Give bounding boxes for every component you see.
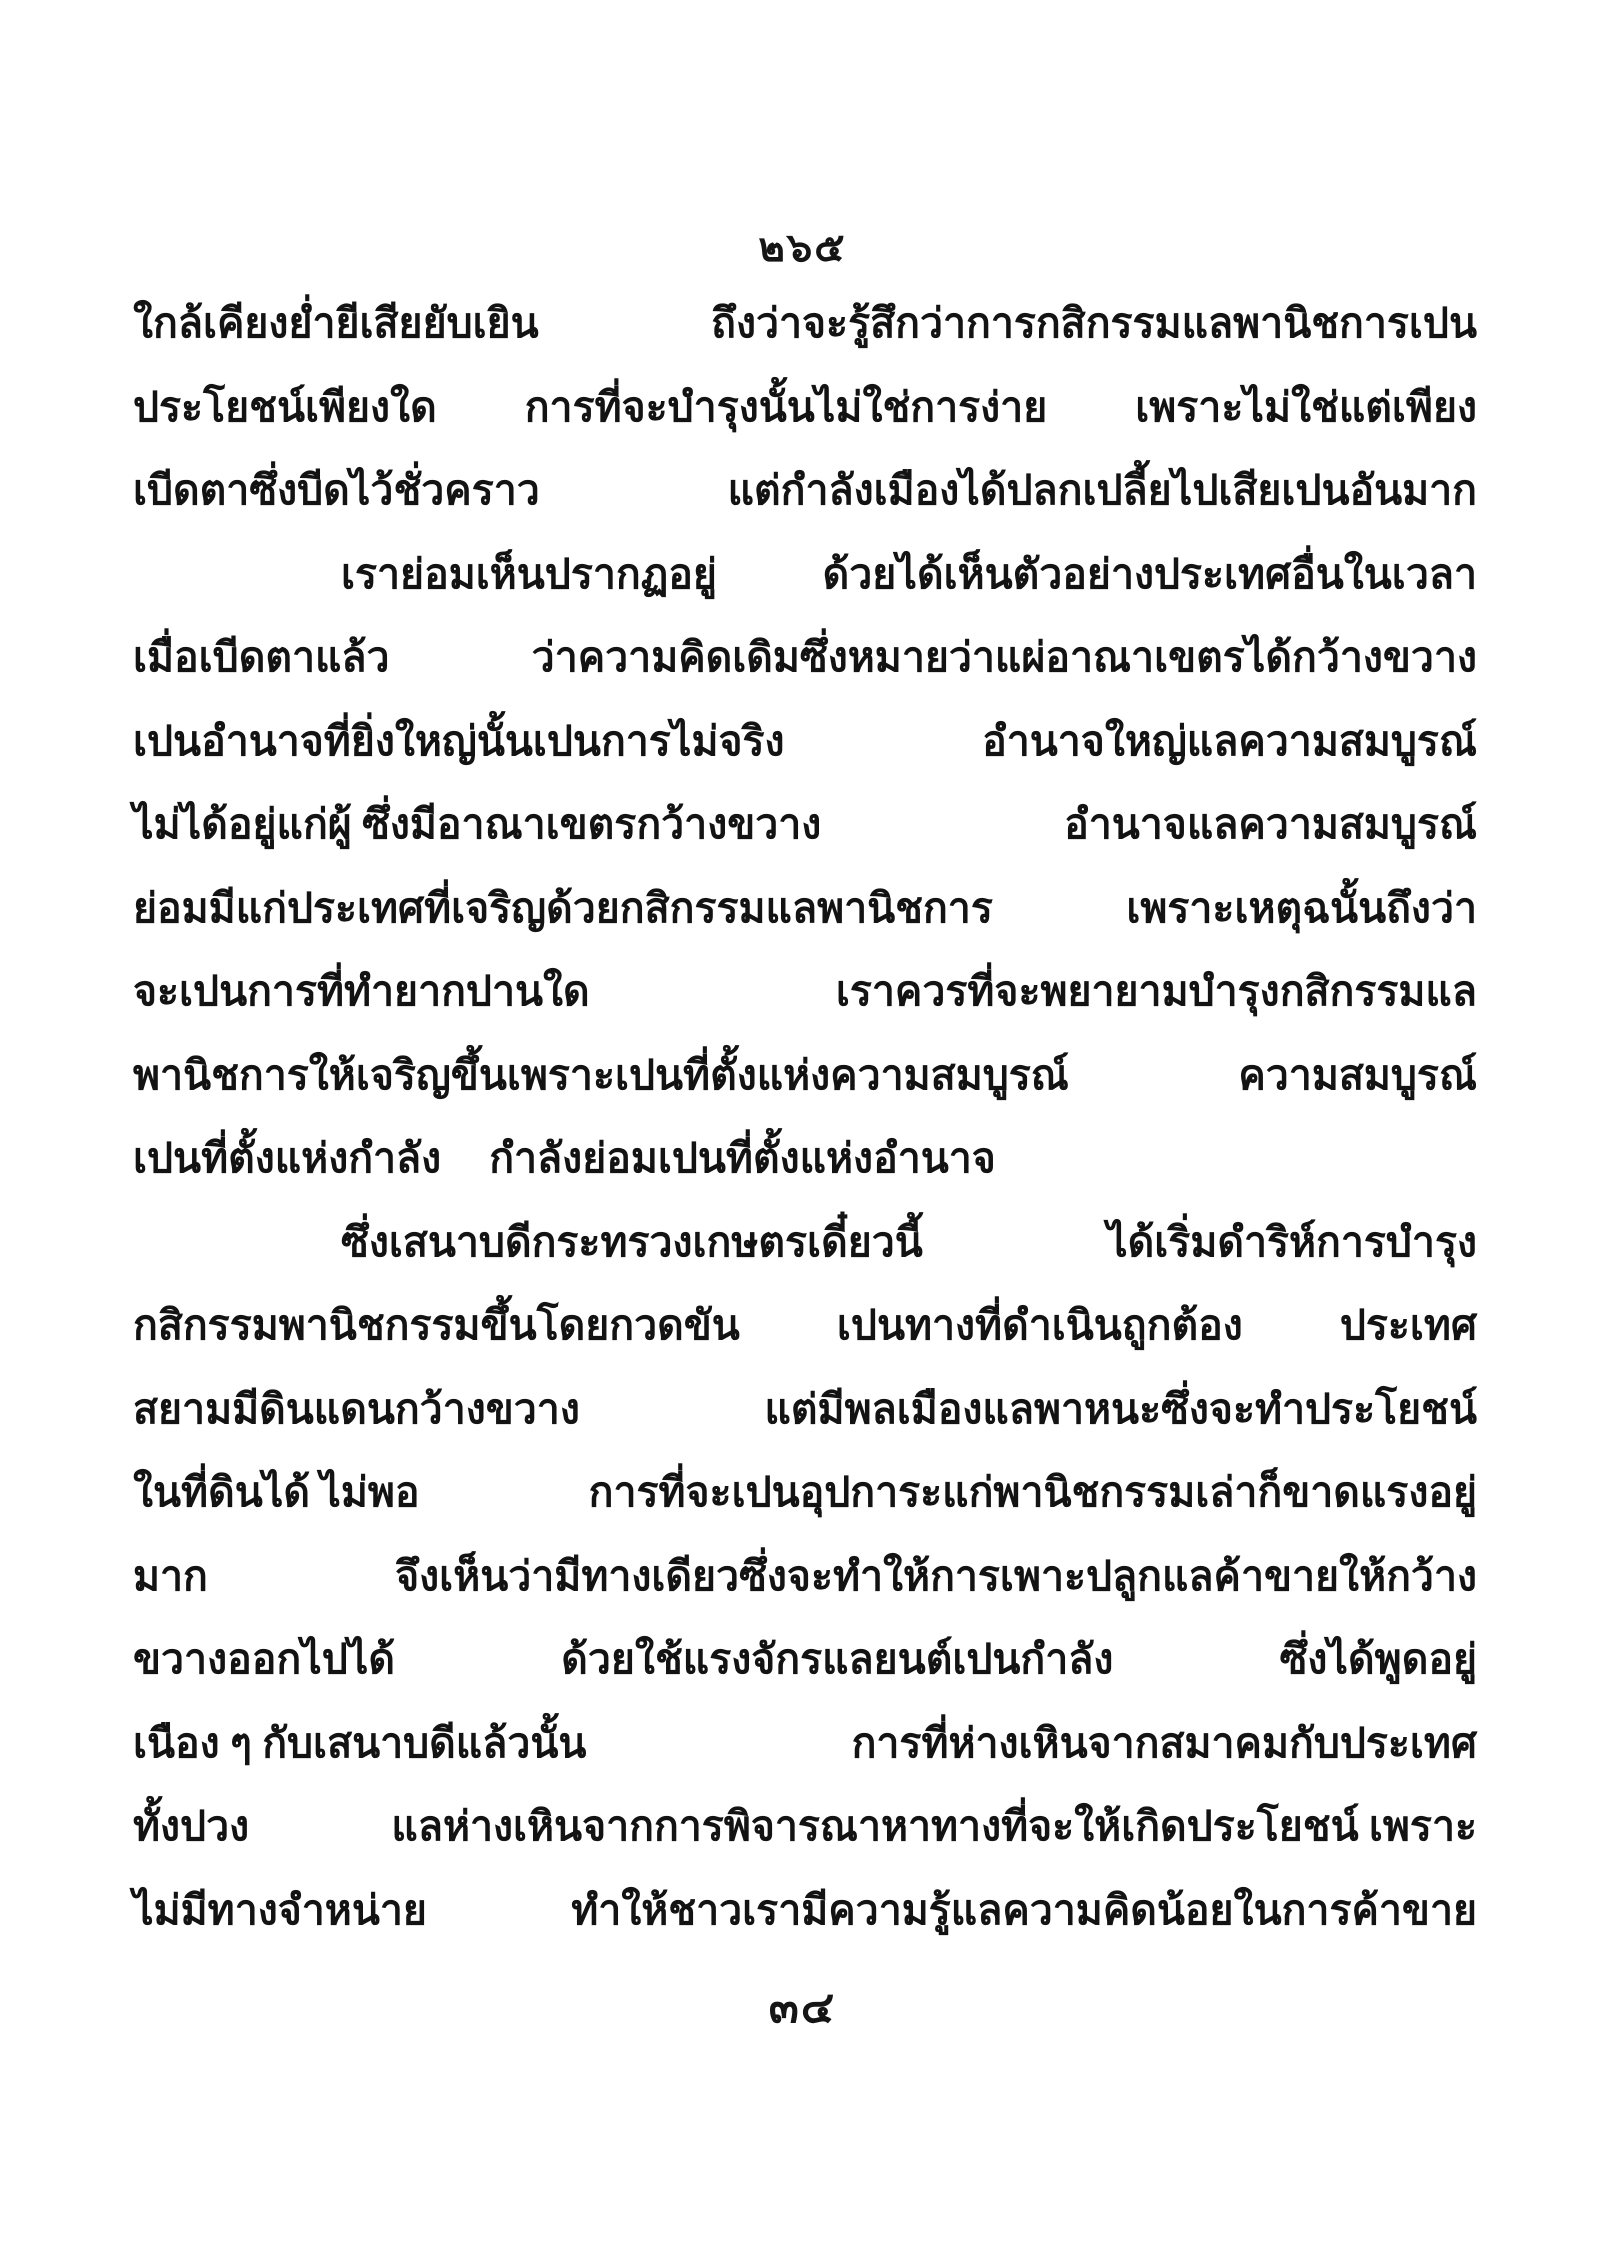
text-line — [133, 1117, 1477, 1201]
text-segment: ประเทศ — [1339, 1302, 1477, 1348]
text-line — [133, 1201, 1477, 1285]
text-segment: การที่จะบำรุงนั้นไม่ใช่การง่าย — [524, 383, 1048, 430]
text-segment: เราควรที่จะพยายามบำรุงกสิกรรมแล — [835, 968, 1477, 1014]
text-segment: ถึงว่าจะรู้สึกว่าการกสิกรรมแลพานิชการเปน — [711, 300, 1477, 346]
body-text-block — [133, 282, 1477, 1952]
text-segment: จึงเห็นว่ามีทางเดียวซึ่งจะทำให้การเพาะปลูกแลค้าขายให้กว้าง — [395, 1552, 1477, 1599]
text-segment: ขวางออกไปได้ — [133, 1636, 396, 1682]
text-line — [133, 616, 1477, 700]
text-segment: เปนที่ตั้งแห่งกำลัง — [133, 1135, 442, 1181]
text-segment: ไม่ได้อยู่แก่ผู้ ซึ่งมีอาณาเขตรกว้างขวาง — [133, 801, 822, 847]
text-segment: มาก — [133, 1552, 208, 1599]
text-line — [133, 1702, 1477, 1786]
text-segment: กสิกรรมพานิชกรรมขึ้นโดยกวดขัน — [133, 1302, 740, 1348]
text-segment: ซึ่งได้พูดอยู่ — [1279, 1636, 1477, 1682]
text-line — [133, 867, 1477, 951]
text-segment: เราย่อมเห็นปรากฏอยู่ — [341, 550, 717, 597]
text-segment: เนือง ๆ กับเสนาบดีแล้วนั้น — [133, 1719, 587, 1766]
text-segment: ใกล้เคียงย่ำยีเสียยับเยิน — [133, 300, 539, 346]
text-segment: ทำให้ชาวเรามีความรู้แลความคิดน้อยในการค้าขาย — [571, 1886, 1477, 1933]
text-line — [133, 1284, 1477, 1368]
text-segment: เมื่อเบีดตาแล้ว — [133, 634, 390, 680]
text-segment: การที่ห่างเหินจากสมาคมกับประเทศ — [851, 1719, 1477, 1766]
text-segment: สยามมีดินแดนกว้างขวาง — [133, 1385, 580, 1432]
text-segment: ความสมบูรณ์ — [1238, 1051, 1477, 1098]
text-line — [133, 1869, 1477, 1953]
text-segment: แลห่างเหินจากการพิจารณาหาทางที่จะให้เกิดประโยชน์ เพราะ — [391, 1803, 1477, 1849]
page-number-bottom: ๓๔ — [768, 1983, 837, 2032]
text-segment: ได้เริ่มดำริห์การบำรุง — [1107, 1218, 1477, 1265]
text-line — [133, 783, 1477, 867]
text-line — [133, 1618, 1477, 1702]
text-line — [133, 533, 1477, 617]
text-segment: ซึ่งเสนาบดีกระทรวงเกษตรเดี๋ยวนี้ — [341, 1218, 923, 1265]
text-segment: พานิชการให้เจริญขึ้นเพราะเปนที่ตั้งแห่งความสมบูรณ์ — [133, 1051, 1069, 1098]
text-segment: การที่จะเปนอุปการะแก่พานิชกรรมเล่าก็ขาดแรงอยู่ — [588, 1469, 1477, 1515]
text-line — [133, 950, 1477, 1034]
text-segment: ย่อมมีแก่ประเทศที่เจริญด้วยกสิกรรมแลพานิชการ — [133, 884, 993, 931]
text-segment: เบีดตาซึ่งบีดไว้ชั่วคราว — [133, 467, 540, 513]
text-segment: เปนทางที่ดำเนินถูกต้อง — [836, 1302, 1243, 1348]
text-segment: ด้วยใช้แรงจักรแลยนต์เปนกำลัง — [561, 1636, 1114, 1682]
text-segment: อำนาจใหญ่แลความสมบูรณ์ — [982, 717, 1477, 764]
text-segment: เพราะไม่ใช่แต่เพียง — [1135, 383, 1477, 430]
text-line — [133, 449, 1477, 533]
text-segment: กำลังย่อมเปนที่ตั้งแห่งอำนาจ — [489, 1135, 996, 1181]
text-line — [133, 366, 1477, 450]
text-segment: ทั้งปวง — [133, 1803, 250, 1849]
text-segment: เปนอำนาจที่ยิ่งใหญ่นั้นเปนการไม่จริง — [133, 717, 785, 764]
text-segment: ประโยชน์เพียงใด — [133, 383, 437, 430]
text-segment: ด้วยได้เห็นตัวอย่างประเทศอื่นในเวลา — [822, 550, 1477, 597]
text-line — [133, 1785, 1477, 1869]
text-line — [133, 1368, 1477, 1452]
text-segment: ว่าความคิดเดิมซึ่งหมายว่าแผ่อาณาเขตรได้กว้างขวาง — [531, 634, 1477, 680]
text-segment: เพราะเหตุฉนั้นถึงว่า — [1126, 884, 1477, 931]
text-segment: อำนาจแลความสมบูรณ์ — [1064, 801, 1477, 847]
text-line — [133, 1451, 1477, 1535]
text-segment: แต่มีพลเมืองแลพาหนะซึ่งจะทำประโยชน์ — [764, 1385, 1477, 1432]
text-line — [133, 1535, 1477, 1619]
text-segment: ในที่ดินได้ ไม่พอ — [133, 1469, 420, 1515]
text-segment: แต่กำลังเมืองได้ปลกเปลี้ยไปเสียเปนอันมาก — [727, 467, 1477, 513]
text-segment: จะเปนการที่ทำยากปานใด — [133, 968, 590, 1014]
text-line — [133, 1034, 1477, 1118]
text-line — [133, 282, 1477, 366]
page-number-top: ๒๖๕ — [758, 225, 847, 270]
text-segment: ไม่มีทางจำหน่าย — [133, 1886, 427, 1933]
text-line — [133, 700, 1477, 784]
